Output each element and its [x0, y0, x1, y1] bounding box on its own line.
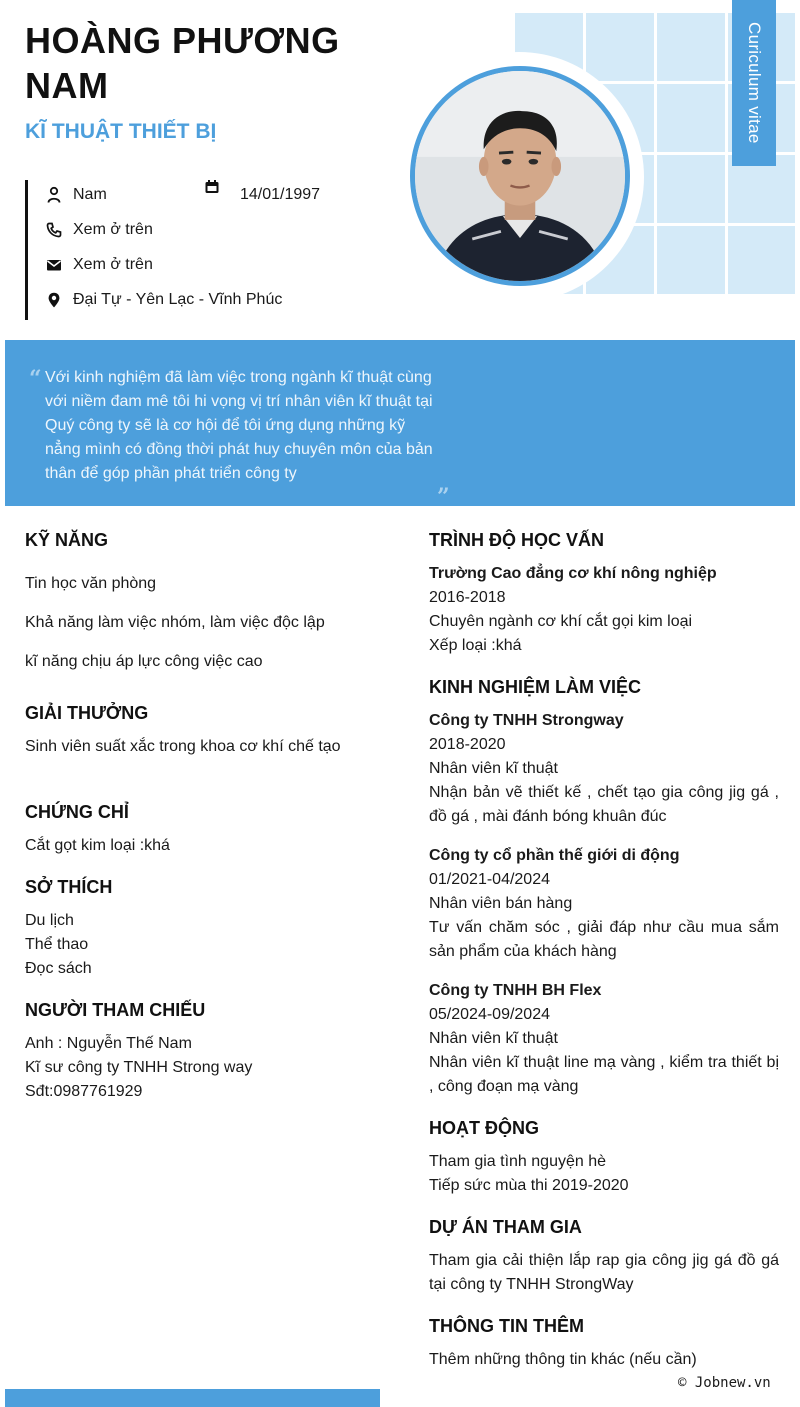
awards-heading: GIẢI THƯỞNG	[25, 703, 149, 723]
skills-heading: KỸ NĂNG	[25, 530, 109, 550]
contact-gender	[45, 183, 107, 207]
job-company: Công ty TNHH Strongway	[429, 712, 624, 729]
cv-label-text: Curiculum vitae	[745, 22, 764, 144]
cv-label-tab	[732, 0, 776, 166]
contact-birthday	[240, 183, 320, 207]
profile-photo	[410, 66, 630, 286]
phone-value: Xem ở trên	[73, 221, 153, 238]
education-period: 2016-2018	[429, 589, 506, 606]
job-period: 01/2021-04/2024	[429, 871, 550, 888]
quote-open-mark: “	[29, 366, 42, 392]
job-position: Nhân viên bán hàng	[429, 895, 573, 912]
job-company: Công ty TNHH BH Flex	[429, 982, 602, 999]
skill-item: kĩ năng chịu áp lực công việc cao	[25, 653, 263, 670]
project-text: Tham gia cải thiện lắp rap gia công jig gá đồ gá tại công ty TNHH StrongWay	[429, 1252, 779, 1293]
person-icon	[45, 186, 63, 204]
job-company: Công ty cổ phần thế giới di động	[429, 847, 680, 864]
location-pin-icon	[45, 291, 63, 309]
birthday-value: 14/01/1997	[240, 186, 321, 203]
skill-item: Tin học văn phòng	[25, 575, 157, 592]
activity-line: Tiếp sức mùa thi 2019-2020	[429, 1177, 629, 1194]
award-text: Sinh viên suất xắc trong khoa cơ khí chế tạo	[25, 738, 341, 755]
copyright-text: © Jobnew.vn	[678, 1375, 771, 1391]
email-value: Xem ở trên	[73, 256, 153, 273]
education-major: Chuyên ngành cơ khí cắt gọi kim loại	[429, 613, 693, 630]
activities-heading: HOẠT ĐỘNG	[429, 1118, 539, 1138]
contact-email	[45, 253, 153, 277]
footer-accent-bar	[5, 1389, 380, 1407]
education-heading: TRÌNH ĐỘ HỌC VẤN	[429, 530, 604, 550]
job-period: 2018-2020	[429, 736, 506, 753]
objective-banner	[5, 340, 795, 510]
career-objective: Với kinh nghiệm đã làm việc trong ngành kĩ thuật cùng với niềm đam mê tôi hi vọng vị trí nhân viên kĩ thuật tại Quý công ty sẽ là cơ hội để tôi ứng dụng những kỹ nẳng mình có đồng thời phát huy chuyên môn của bản thân để góp phần phát triển công ty	[45, 369, 433, 482]
experience-heading: KINH NGHIỆM LÀM VIỆC	[429, 677, 642, 697]
reference-line: Sđt:0987761929	[25, 1083, 143, 1100]
reference-line: Anh : Nguyễn Thế Nam	[25, 1035, 192, 1052]
job-description: Nhận bản vẽ thiết kế , chết tạo gia công jig gá , đồ gá , mài đánh bóng khuân đúc	[429, 784, 779, 825]
contact-birthday-icon-wrap	[203, 175, 231, 199]
contact-accent-bar	[25, 180, 28, 320]
references-heading: NGƯỜI THAM CHIẾU	[25, 1000, 206, 1020]
calendar-icon	[203, 178, 221, 196]
reference-line: Kĩ sư công ty TNHH Strong way	[25, 1059, 253, 1076]
hobby-item: Đọc sách	[25, 960, 92, 977]
job-description: Tư vấn chăm sóc , giải đáp như cầu mua sắm sản phẩm của khách hàng	[429, 919, 779, 960]
contact-address	[45, 288, 282, 312]
additional-info-text: Thêm những thông tin khác (nếu cần)	[429, 1351, 697, 1368]
address-value: Đại Tự - Yên Lạc - Vĩnh Phúc	[73, 291, 283, 308]
hobby-item: Du lịch	[25, 912, 74, 929]
profile-photo-illustration	[415, 71, 625, 281]
job-position: Nhân viên kĩ thuật	[429, 1030, 558, 1047]
activity-line: Tham gia tình nguyện hè	[429, 1153, 607, 1170]
job-title: KĨ THUẬT THIẾT BỊ	[25, 120, 217, 143]
skill-item: Khả năng làm việc nhóm, làm việc độc lập	[25, 614, 325, 631]
gender-value: Nam	[73, 186, 107, 203]
education-school: Trường Cao đẳng cơ khí nông nghiệp	[429, 565, 717, 582]
job-period: 05/2024-09/2024	[429, 1006, 550, 1023]
quote-close-mark: ”	[437, 484, 450, 510]
certificates-heading: CHỨNG CHỈ	[25, 802, 129, 822]
job-description: Nhân viên kĩ thuật line mạ vàng , kiểm tra thiết bị , công đoạn mạ vàng	[429, 1054, 779, 1095]
candidate-name: HOÀNG PHƯƠNG NAM	[25, 20, 340, 106]
contact-phone	[45, 218, 153, 242]
hobby-item: Thể thao	[25, 936, 89, 953]
certificate-text: Cắt gọt kim loại :khá	[25, 837, 170, 854]
hobbies-heading: SỞ THÍCH	[25, 877, 113, 897]
phone-icon	[45, 221, 63, 239]
envelope-icon	[45, 256, 63, 274]
job-position: Nhân viên kĩ thuật	[429, 760, 558, 777]
education-grade: Xếp loại :khá	[429, 637, 522, 654]
projects-heading: DỰ ÁN THAM GIA	[429, 1217, 582, 1237]
additional-info-heading: THÔNG TIN THÊM	[429, 1316, 584, 1336]
